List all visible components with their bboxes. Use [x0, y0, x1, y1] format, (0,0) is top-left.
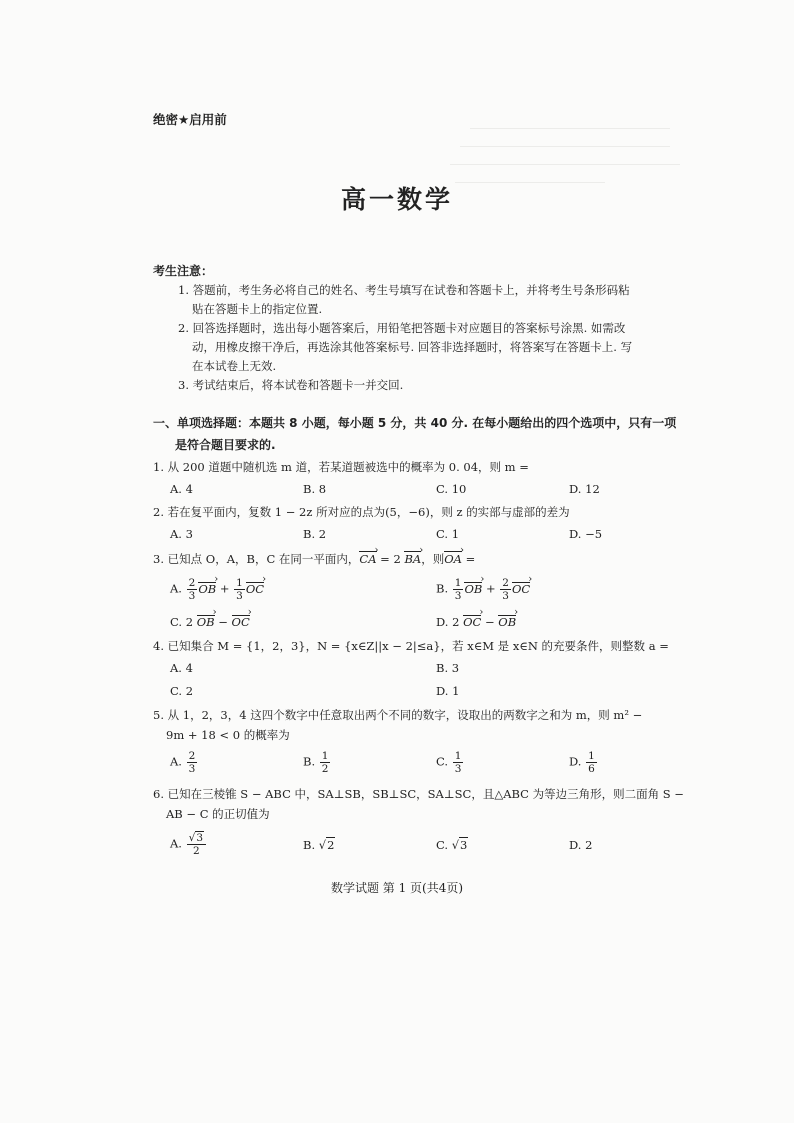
- denominator: 2: [192, 845, 200, 857]
- question-4-stem: 4. 已知集合 M = {1，2，3}，N = {x∈Z||x − 2|≤a}，若 x∈M 是 x∈N 的充要条件，则整数 a =: [153, 639, 669, 653]
- numerator: 1: [454, 750, 462, 762]
- operator: −: [214, 615, 232, 629]
- bleed-through-mark: [450, 164, 680, 165]
- q1-option-c: C. 10: [436, 482, 467, 496]
- numerator: [187, 832, 206, 845]
- vector-oc: OC ›: [512, 582, 530, 596]
- q6-option-b: [303, 838, 335, 852]
- q5-option-c: [436, 750, 464, 775]
- q3-option-b: [436, 577, 530, 602]
- vector-oc: OC ›: [463, 615, 481, 629]
- q5-option-b: [303, 750, 331, 775]
- option-label: B.: [303, 754, 319, 769]
- fraction: [187, 577, 198, 602]
- denominator: 6: [588, 763, 595, 775]
- numerator: 1: [236, 577, 243, 589]
- bleed-through-mark: [460, 146, 670, 147]
- q5-option-a: [170, 750, 198, 775]
- vector-ob: OB ›: [464, 582, 482, 596]
- q3-option-d: [436, 615, 516, 629]
- option-label: D. 2: [436, 615, 464, 629]
- numerator: 1: [588, 750, 595, 762]
- option-label: D.: [569, 754, 586, 769]
- fraction: [187, 832, 206, 857]
- vector-ob: OB ›: [198, 582, 216, 596]
- operator: +: [216, 581, 234, 596]
- q5-option-d: [569, 750, 598, 775]
- denominator: 2: [321, 763, 329, 775]
- sqrt: √2: [318, 838, 335, 852]
- vector-oc: OC ›: [246, 582, 264, 596]
- confidential-label: 绝密★启用前: [153, 112, 227, 127]
- vector-oc: OC ›: [232, 615, 250, 629]
- operator: +: [482, 581, 500, 596]
- q4-option-d: D. 1: [436, 684, 460, 698]
- q6-option-d: D. 2: [569, 838, 593, 852]
- radicand: 2: [327, 838, 335, 852]
- notice-line: 1. 答题前，考生务必将自己的姓名、考生号填写在试卷和答题卡上，并将考生号条形码粘: [178, 283, 630, 297]
- denominator: 3: [502, 590, 509, 602]
- notice-line: 动，用橡皮擦干净后，再选涂其他答案标号. 回答非选择题时，将答案写在答题卡上. 写: [192, 340, 633, 354]
- q1-option-a: A. 4: [170, 482, 193, 496]
- fraction: [453, 750, 464, 775]
- q4-option-c: C. 2: [170, 684, 194, 698]
- notice-heading: 考生注意：: [153, 264, 214, 278]
- vector-oa: OA ›: [444, 551, 462, 567]
- vector-ca: CA ›: [359, 551, 376, 567]
- fraction: [234, 577, 245, 602]
- notice-line: 贴在答题卡上的指定位置.: [192, 302, 323, 316]
- denominator: 3: [188, 590, 196, 602]
- q6-option-c: [436, 838, 468, 852]
- q3-option-a: [170, 577, 264, 602]
- denominator: 3: [454, 763, 462, 775]
- numerator: 2: [188, 750, 196, 762]
- sqrt: √3: [451, 838, 468, 852]
- vector-ob: OB ›: [197, 615, 215, 629]
- q4-option-b: B. 3: [436, 661, 460, 675]
- option-label: C. 2: [170, 615, 197, 629]
- notice-line: 3. 考试结束后，将本试卷和答题卡一并交回.: [178, 378, 404, 392]
- notice-line: 2. 回答选择题时，选出每小题答案后，用铅笔把答题卡对应题目的答案标号涂黑. 如需改: [178, 321, 626, 335]
- operator: −: [481, 615, 499, 629]
- numerator: 1: [321, 750, 329, 762]
- q4-option-a: A. 4: [170, 661, 193, 675]
- denominator: 3: [188, 763, 196, 775]
- question-2-stem: 2. 若在复平面内，复数 1 − 2z 所对应的点为(5，−6)，则 z 的实部与虚部的差为: [153, 505, 570, 519]
- page-footer: 数学试题 第 1 页(共4页): [330, 881, 464, 895]
- q2-option-b: B. 2: [303, 527, 327, 541]
- q6-option-a: [170, 832, 207, 857]
- bleed-through-mark: [470, 128, 670, 129]
- radicand: 3: [196, 832, 204, 844]
- fraction: [453, 577, 464, 602]
- section-heading: 一、单项选择题：本题共 8 小题，每小题 5 分，共 40 分. 在每小题给出的四个选项中，只有一项: [153, 416, 677, 430]
- vector-ba: BA ›: [404, 551, 421, 567]
- option-label: B.: [303, 838, 319, 852]
- q3-stem-text: =: [461, 552, 476, 566]
- question-6-stem-cont: AB − C 的正切值为: [166, 807, 270, 821]
- option-label: C.: [436, 754, 452, 769]
- option-label: A.: [170, 754, 186, 769]
- q3-stem-text: ，则: [421, 552, 445, 566]
- question-1-stem: 1. 从 200 道题中随机选 m 道，若某道题被选中的概率为 0. 04，则 m =: [153, 460, 529, 474]
- option-label: B.: [436, 581, 452, 596]
- radicand: 3: [460, 838, 468, 852]
- denominator: 3: [236, 590, 243, 602]
- option-label: A.: [170, 836, 186, 851]
- q2-option-c: C. 1: [436, 527, 460, 541]
- vector-ob: OB ›: [498, 615, 516, 629]
- q1-option-d: D. 12: [569, 482, 600, 496]
- option-label: C.: [436, 838, 452, 852]
- numerator: 2: [502, 577, 509, 589]
- question-5-stem: 5. 从 1，2，3，4 这四个数字中任意取出两个不同的数字，设取出的两数字之和为 m，则 m² −: [153, 708, 643, 722]
- option-label: A.: [170, 581, 186, 596]
- q3-stem-text: 3. 已知点 O，A，B，C 在同一平面内，: [153, 552, 360, 566]
- fraction: [187, 750, 198, 775]
- fraction: [320, 750, 331, 775]
- q3-eq: = 2: [376, 552, 405, 566]
- question-6-stem: 6. 已知在三棱锥 S − ABC 中，SA⊥SB，SB⊥SC，SA⊥SC，且△ABC 为等边三角形，则二面角 S −: [153, 787, 684, 801]
- q1-option-b: B. 8: [303, 482, 327, 496]
- numerator: 2: [188, 577, 196, 589]
- q2-option-d: D. −5: [569, 527, 603, 541]
- sqrt: √3: [188, 832, 204, 844]
- q3-option-c: [170, 615, 250, 629]
- question-5-stem-cont: 9m + 18 < 0 的概率为: [166, 728, 290, 742]
- question-3-stem: [153, 551, 475, 567]
- q2-option-a: A. 3: [170, 527, 193, 541]
- fraction: [586, 750, 597, 775]
- fraction: [500, 577, 511, 602]
- denominator: 3: [454, 590, 462, 602]
- section-heading-cont: 是符合题目要求的.: [175, 438, 276, 452]
- numerator: 1: [454, 577, 462, 589]
- notice-line: 在本试卷上无效.: [192, 359, 277, 373]
- page-title: 高一数学: [340, 185, 453, 214]
